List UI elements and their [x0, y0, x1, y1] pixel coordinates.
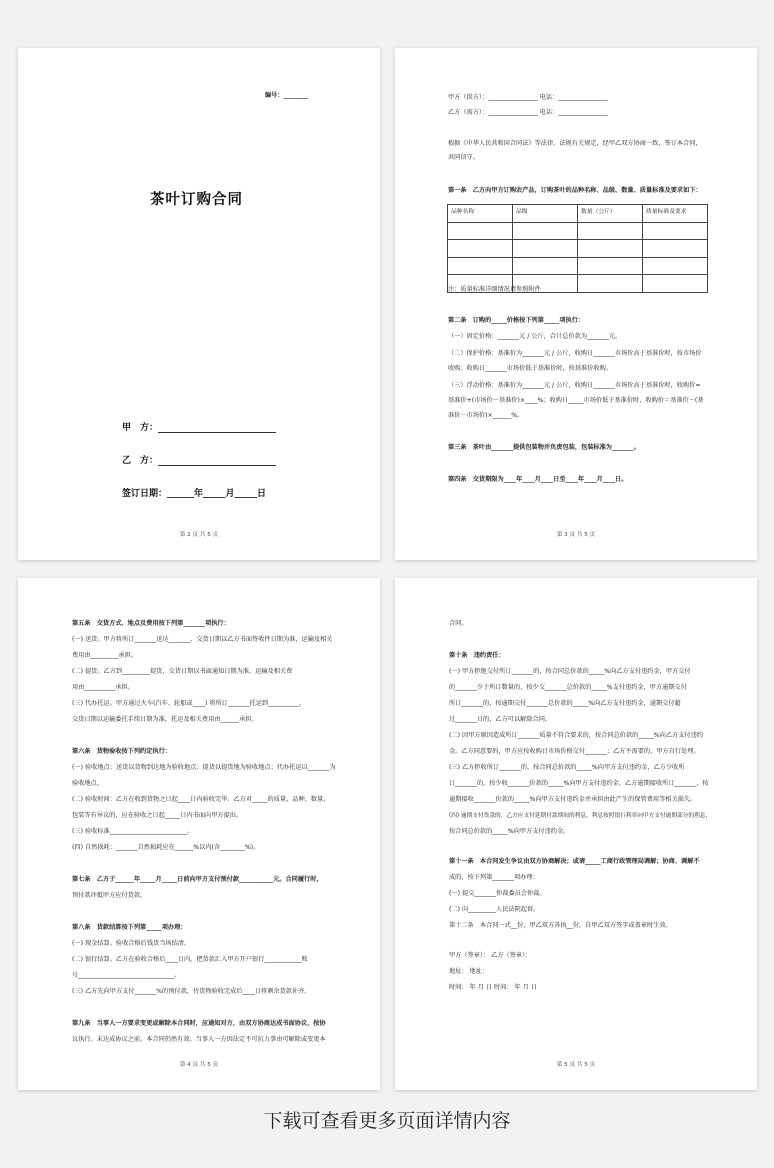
text-line: 准价－市场价)×______%。 — [448, 412, 524, 419]
text-line: 费用由_________承担。 — [72, 652, 137, 659]
text-line: 逾期接收_______价款的_____%向甲方支付违约金并承担由此产生的保管费用等相关损失。 — [449, 796, 697, 803]
text-line: 所订_______的，按逾期交付_______总价款的_____%向乙方支付违约金，逾期交付超 — [449, 700, 681, 707]
article-heading: 第八条 货款结算按下列第_____项办理： — [72, 924, 187, 931]
article-heading: 第一条 乙方向甲方订购农产品，订购茶叶的品种名称、品级、数量、质量标准及要求如下： — [448, 187, 702, 194]
text-line: 基准价+(市场价－基准价)×____%；收购日_____市场价低于基准价时，收购价＝基准价－(基 — [448, 397, 704, 404]
page-number: 第 5 页 共 5 页 — [556, 1062, 596, 1068]
address-line: 地址： 地址： — [449, 968, 489, 975]
text-line: （三）浮动价格：基准价为_______元 / 公斤，收购日_______市场价高于基准价时，收购价= — [448, 382, 701, 389]
contract-page-cover — [18, 48, 380, 560]
text-line: (四) 逾期支付货款的，乙方应支付延期付款期间的利息，利息按照银行利率向甲方支付逾期部分的利息， — [449, 813, 712, 819]
article-heading: 第四条 交货期限为____年____月____日至____年____月____日。 — [448, 476, 628, 483]
text-line: (一) 验收地点：送货以货物到达地为验收地点；提货以提货地为验收地点；代办托运以_______为 — [72, 764, 336, 771]
order-table — [447, 204, 708, 293]
text-line: 过_______日的，乙方可以解除合同。 — [449, 716, 552, 723]
sign-date: 签订日期：______年_____月_____日 — [122, 489, 267, 499]
article-heading: 第十条 违约责任： — [449, 652, 505, 659]
text-line: (二) 因甲方原因造成所订_______质量不符合要求的，按合同总价款的_____%向乙方支付违约 — [449, 732, 703, 739]
article-heading: 第七条 乙方于______年_____月_____日前向甲方支付预付款___________元。合同履行时， — [72, 876, 323, 883]
text-line: 交货日期以运输委托手续日期为准，托运及相关费用由______承担。 — [72, 716, 258, 723]
article-heading: 第二条 订购的_____价格按下列第_____项执行： — [448, 317, 585, 324]
text-line: 议执行。未达成协议之前，本合同仍然有效。当事人一方因法定不可抗力事由可解除或变更本 — [72, 1036, 326, 1043]
text-line: 合同。 — [449, 620, 468, 627]
text-line: （二）保护价格：基准价为_______元 / 公斤，收购日_______市场价高于基准价时，按市场价 — [448, 350, 702, 357]
download-prompt-text: 下载可查看更多页面详情内容 — [263, 1110, 511, 1132]
article-heading: 第五条 交货方式、地点及费用按下列第_______项执行： — [72, 620, 230, 627]
text-line: (一) 现金结算。验收合格后钱货当场结清。 — [72, 940, 191, 947]
article-heading: 第三条 茶叶由_______提供包装物并负责包装，包装标准为_______。 — [448, 444, 640, 451]
contract-page-3 — [395, 48, 757, 560]
table-header-cell: 数量（公斤） — [578, 205, 643, 223]
text-line: (一) 送货。甲方将所订_______送达_______，交货日期以乙方书面签收件日期为准，运输及相关 — [72, 636, 333, 643]
table-header-cell: 质量标准及要求 — [643, 205, 708, 223]
table-header-cell: 品种名称 — [448, 205, 513, 223]
text-line: 预付款冲抵甲方应付货款。 — [72, 892, 147, 899]
contract-title: 茶叶订购合同 — [150, 192, 243, 208]
table-row — [448, 222, 708, 240]
table-row — [448, 257, 708, 275]
party-a-field: 甲 方： — [122, 420, 276, 433]
text-line: 用由__________承担。 — [72, 684, 134, 691]
text-line: 乙方（需方）：________________ 电话：________________ — [448, 109, 608, 116]
table-row — [448, 240, 708, 258]
contract-number-label: 编号：________ — [265, 92, 309, 99]
text-line: (二) 提货。乙方到_________提货，交货日期以书面通知日期为准，运输及相关费 — [72, 668, 293, 675]
page-number: 第 2 页 共 5 页 — [179, 532, 219, 538]
signature-line: 甲方（签章）： 乙方（签章）： — [449, 952, 532, 959]
text-line: 第十二条 本合同一式__份，甲乙双方各执__份，自甲乙双方签字或盖章时生效。 — [449, 922, 672, 929]
text-line: 根据《中华人民共和国合同法》等法律、法规有关规定，经甲乙双方协商一致，签订本合同， — [448, 140, 702, 147]
text-line: (一) 甲方拒绝交付所订_______的，按合同总价款的_____%向乙方支付违约金，甲方交付 — [449, 668, 691, 675]
party-b-field: 乙 方： — [122, 453, 276, 466]
text-line: (三) 验收标准_________________________。 — [72, 828, 194, 835]
text-line: (三) 乙方拒收所订_______的，按合同总价款的_____%向甲方支付违约金，乙方少收所 — [449, 764, 685, 771]
text-line: 收购；收购日_______市场价低于基准价时，按基准价收购。 — [448, 365, 612, 372]
text-line: (一) 提交_______仲裁委员会仲裁。 — [449, 890, 546, 897]
text-line: 订_______的，按少收_______价款的_____%向甲方支付违约金，乙方逾期接收所订_______，按 — [449, 780, 709, 787]
text-line: （一）固定价格：_______元 / 公斤，合计总价款为_______元。 — [448, 333, 622, 340]
text-line: (二) 银行结算。乙方在验收合格后____日内，把货款汇入甲方开户银行____________账 — [72, 956, 308, 963]
page-number: 第 4 页 共 5 页 — [179, 1062, 219, 1068]
text-line: (二) 验收时间：乙方在收到货物之日起____日内验收完毕。乙方对_____的质量、品种、数量、 — [72, 796, 330, 803]
text-line: (二) 向_________人民法院起诉。 — [449, 906, 540, 913]
text-line: 甲方（供方）：________________ 电话：________________ — [448, 94, 608, 101]
page-number: 第 3 页 共 5 页 — [556, 532, 596, 538]
table-note: 注：质量标准详细情况请参照附件 — [448, 286, 541, 293]
text-line: 成的，按下列第_______项办理： — [449, 874, 539, 881]
text-line: 共同信守。 — [448, 154, 479, 161]
text-line: 金。乙方同意要的，甲方应按收购日市场价格交付_______；乙方不需要的，甲方自行处理。 — [449, 748, 700, 755]
contract-page-4 — [18, 578, 380, 1090]
text-line: 号_______________________________。 — [72, 972, 181, 979]
text-line: (四) 自然损耗：_______自然损耗应在______%以内(含________%)。 — [72, 844, 260, 851]
date-line: 时间： 年 月 日 时间： 年 月 日 — [449, 984, 538, 991]
contract-page-5 — [395, 578, 757, 1090]
article-heading: 第十一条 本合同发生争议由双方协商解决；或请_____工商行政管理局调解；协商、调解不 — [449, 858, 700, 865]
text-line: (三) 乙方先向甲方支付_______%的预付款，待货物验收完成后____日将剩余货款补齐。 — [72, 988, 311, 995]
text-line: (三) 代办托运。甲方通过火车(汽车、轮船或____) 将所订_______托运到__________， — [72, 700, 306, 707]
text-line: 验收地点。 — [72, 780, 103, 787]
table-header-cell: 品级 — [513, 205, 578, 223]
article-heading: 第九条 当事人一方要求变更或解除本合同时，应通知对方，由双方协商达成书面协议，按协 — [72, 1020, 326, 1027]
table-header-row — [448, 205, 708, 223]
text-line: 按合同总价款的_____%向甲方支付违约金。 — [449, 828, 570, 835]
article-heading: 第六条 货物验收按下列约定执行： — [72, 748, 171, 755]
text-line: 的_______少于所订数量的，按少交_______总价款的_____%支付违约金，甲方逾期交付 — [449, 684, 687, 691]
text-line: 包装等有异议的，应在验收之日起_____日内书面向甲方提出。 — [72, 812, 243, 819]
